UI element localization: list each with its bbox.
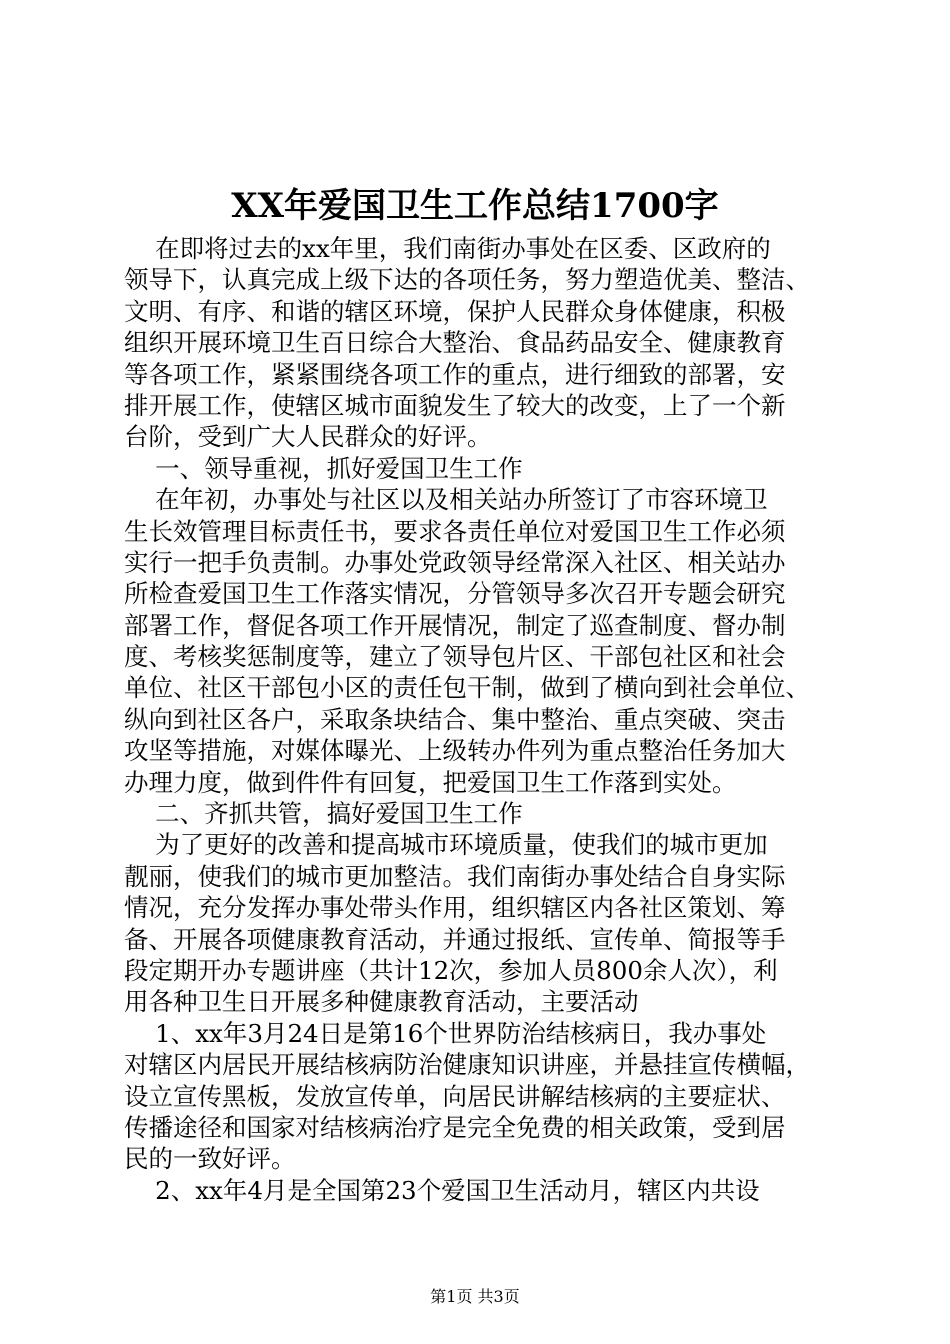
body-line: 备、开展各项健康教育活动，并通过报纸、宣传单、简报等手 xyxy=(124,924,786,954)
body-line: 对辖区内居民开展结核病防治健康知识讲座，并悬挂宣传横幅， xyxy=(124,1050,810,1080)
body-line: 实行一把手负责制。办事处党政领导经常深入社区、相关站办 xyxy=(124,547,786,577)
body-line: 文明、有序、和谐的辖区环境，保护人民群众身体健康，积极 xyxy=(124,296,786,326)
document-body xyxy=(124,233,854,1206)
body-line: 用各种卫生日开展多种健康教育活动，主要活动 xyxy=(124,987,639,1017)
body-line: 民的一致好评。 xyxy=(124,1144,296,1174)
body-line: 设立宣传黑板，发放宣传单，向居民讲解结核病的主要症状、 xyxy=(124,1081,786,1111)
body-line: 靓丽，使我们的城市更加整洁。我们南街办事处结合自身实际 xyxy=(124,861,786,891)
body-line: 在即将过去的xx年里，我们南街办事处在区委、区政府的 xyxy=(124,234,771,263)
body-line: 2、xx年4月是全国第23个爱国卫生活动月，辖区内共设 xyxy=(124,1175,760,1205)
body-line: 等各项工作，紧紧围绕各项工作的重点，进行细致的部署，安 xyxy=(124,359,786,389)
body-line: 排开展工作，使辖区城市面貌发生了较大的改变，上了一个新 xyxy=(124,390,786,420)
section-heading-1: 一、领导重视，抓好爱国卫生工作 xyxy=(124,453,523,483)
body-line: 组织开展环境卫生百日综合大整治、食品药品安全、健康教育 xyxy=(124,328,786,358)
section-heading-2: 二、齐抓共管，搞好爱国卫生工作 xyxy=(124,799,523,829)
body-line: 度、考核奖惩制度等，建立了领导包片区、干部包社区和社会 xyxy=(124,642,786,672)
body-line: 生长效管理目标责任书，要求各责任单位对爱国卫生工作必须 xyxy=(124,516,786,546)
body-line: 纵向到社区各户，采取条块结合、集中整治、重点突破、突击 xyxy=(124,704,786,734)
body-line: 台阶，受到广大人民群众的好评。 xyxy=(124,422,492,452)
body-line: 部署工作，督促各项工作开展情况，制定了巡查制度、督办制 xyxy=(124,610,786,640)
body-line: 办理力度，做到件件有回复，把爱国卫生工作落到实处。 xyxy=(124,767,737,797)
body-line: 领导下，认真完成上级下达的各项任务，努力塑造优美、整洁、 xyxy=(124,265,810,295)
page-footer: 第1页 共3页 xyxy=(430,1287,520,1306)
body-line: 情况，充分发挥办事处带头作用，组织辖区内各社区策划、筹 xyxy=(124,893,786,923)
body-line: 为了更好的改善和提高城市环境质量，使我们的城市更加 xyxy=(124,830,768,860)
body-line: 段定期开办专题讲座（共计12次，参加人员800余人次），利 xyxy=(124,955,778,985)
body-line: 传播途径和国家对结核病治疗是完全免费的相关政策，受到居 xyxy=(124,1112,786,1142)
document-title: XX年爱国卫生工作总结1700字 xyxy=(231,186,719,226)
body-line: 1、xx年3月24日是第16个世界防治结核病日，我办事处 xyxy=(124,1018,767,1048)
body-line: 所检查爱国卫生工作落实情况，分管领导多次召开专题会研究 xyxy=(124,579,786,609)
body-line: 在年初，办事处与社区以及相关站办所签订了市容环境卫 xyxy=(124,485,768,515)
body-line: 单位、社区干部包小区的责任包干制，做到了横向到社会单位、 xyxy=(124,673,810,703)
body-line: 攻坚等措施，对媒体曝光、上级转办件列为重点整治任务加大 xyxy=(124,736,786,766)
